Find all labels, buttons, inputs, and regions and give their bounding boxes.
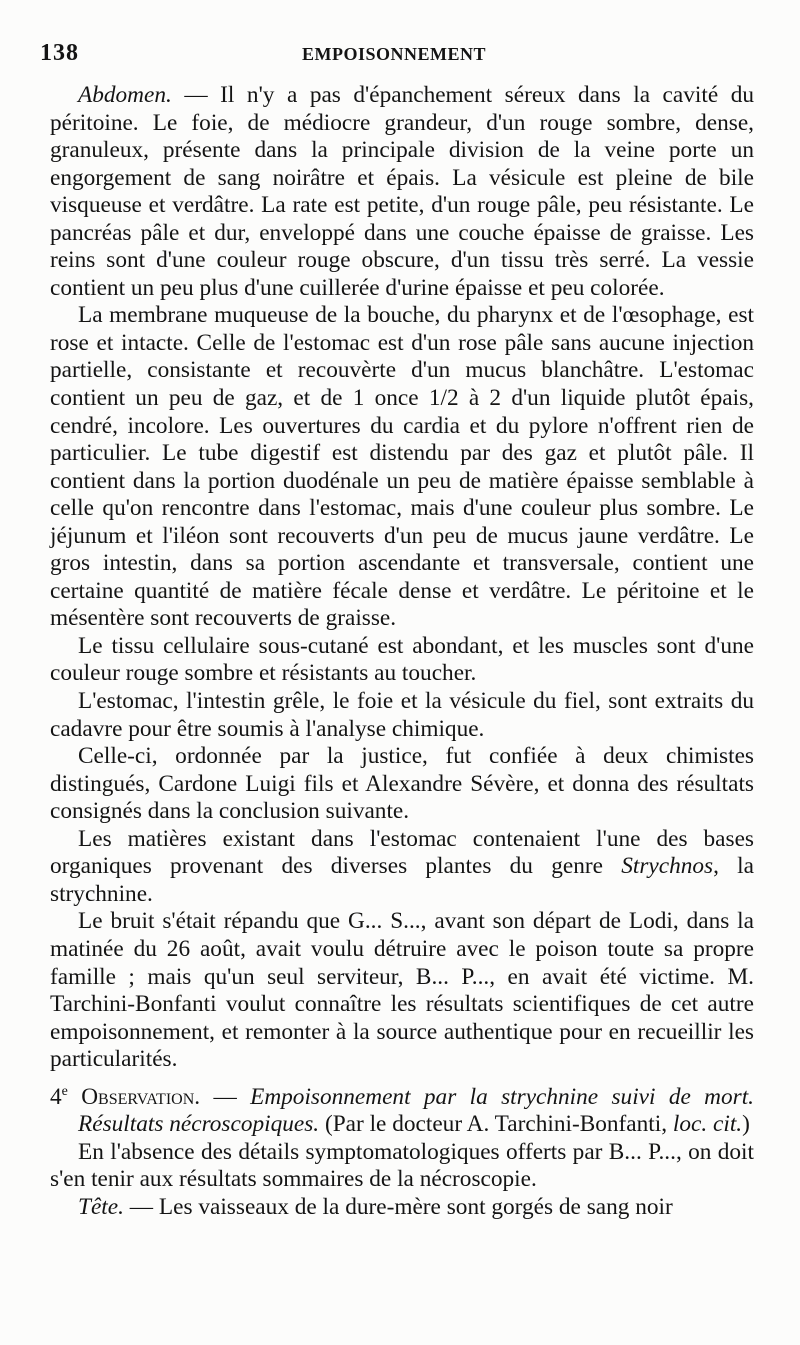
paragraph-abdomen-text: — Il n'y a pas d'épanchement séreux dans la cavité du péritoine. Le foie, de médiocre grandeur, d'un rouge sombre, dense, granuleux, présente dans la principale division de la veine porte un engorgement de sang noirâtre et épais. La vésicule est pleine de bile visqueuse et verdâtre. La rate est petite, d'un rouge pâle, peu résistante. Le pancréas pâle et dur, enveloppé dans une couche épaisse de graisse. Les reins sont d'une couleur rouge obscure, d'un tissu très serré. La vessie contient un peu plus d'une cuillerée d'urine épaisse et peu colorée. bbox=[50, 82, 754, 301]
observation-source-after: ) bbox=[742, 1111, 750, 1138]
observation-number bbox=[50, 1084, 68, 1110]
observation-source-ref: loc. cit. bbox=[672, 1111, 743, 1138]
observation-heading bbox=[50, 1084, 754, 1139]
page-number: 138 bbox=[40, 40, 79, 66]
observation-title: Empoisonnement par la strychnine suivi de mort. Résultats nécroscopiques. bbox=[78, 1083, 754, 1138]
observation-source-before: (Par le docteur A. Tarchini-Bonfanti, bbox=[319, 1111, 673, 1138]
body-text bbox=[50, 82, 754, 1221]
observation-number-sup: e bbox=[61, 1083, 68, 1099]
running-title: EMPOISONNEMENT bbox=[302, 44, 487, 64]
paragraph-tete-text: — Les vaisseaux de la dure-mère sont gorgés de sang noir bbox=[123, 1193, 673, 1220]
paragraph-estomac: L'estomac, l'intestin grêle, le foie et la vésicule du fiel, sont extraits du cadavre pour être soumis à l'analyse chimique. bbox=[50, 688, 754, 742]
paragraph-muqueuse: La membrane muqueuse de la bouche, du pharynx et de l'œsophage, est rose et intacte. Celle de l'estomac est d'un rose pâle sans aucune injection partielle, consistante et recouvèrte d'un mucus blanchâtre. L'estomac contient un peu de gaz, et de 1 once 1/2 à 2 d'un liquide plutôt épais, cendré, incolore. Les ouvertures du cardia et du pylore n'offrent rien de particulier. Le tube digestif est distendu par des gaz et plutôt pâle. Il contient dans la portion duodénale un peu de matière épaisse semblable à celle qu'on rencontre dans l'estomac, mais d'une couleur plus sombre. Le jéjunum et l'iléon sont recouverts d'un peu de mucus jaune verdâtre. Le gros intestin, dans sa portion ascendante et transversale, contient une certaine quantité de matière fécale dense et verdâtre. Le péritoine et le mésentère sont recouverts de graisse. bbox=[50, 302, 754, 632]
paragraph-analyse: Celle-ci, ordonnée par la justice, fut confiée à deux chimistes distingués, Cardone Luigi fils et Alexandre Sévère, et donna des résultats consignés dans la conclusion suivante. bbox=[50, 743, 754, 825]
observation-dash: — bbox=[200, 1083, 251, 1110]
section-lead-tete: Tête. bbox=[78, 1193, 124, 1220]
paragraph-tete bbox=[50, 1194, 754, 1222]
paragraph-matieres bbox=[50, 826, 754, 909]
paragraph-bruit: Le bruit s'était répandu que G... S..., avant son départ de Lodi, dans la matinée du 26 août, avait voulu détruire avec le poison toute sa propre famille ; mais qu'un seul serviteur, B... P..., en avait été victime. M. Tarchini-Bonfanti voulut connaître les résultats scientifiques de cet autre empoisonnement, et remonter à la source authentique pour en recueillir les particularités. bbox=[50, 908, 754, 1073]
running-head bbox=[40, 40, 760, 70]
paragraph-matieres-before: Les matières existant dans l'estomac contenaient l'une des bases organiques provenant des diverses plantes du genre bbox=[50, 825, 754, 880]
section-lead-abdomen: Abdomen. bbox=[78, 82, 172, 108]
paragraph-absence: En l'absence des détails symptomatologiques offerts par B... P..., on doit s'en tenir aux résultats sommaires de la nécroscopie. bbox=[50, 1138, 754, 1193]
observation-number-value: 4 bbox=[50, 1083, 62, 1110]
genus-name: Strychnos bbox=[621, 853, 714, 880]
paragraph-matieres-after: , la strychnine. bbox=[50, 853, 754, 907]
paragraph-abdomen bbox=[50, 82, 754, 302]
paragraph-tissu: Le tissu cellulaire sous-cutané est abondant, et les muscles sont d'une couleur rouge sombre et résistants au toucher. bbox=[50, 632, 754, 687]
observation-label: Observation. bbox=[81, 1083, 201, 1110]
